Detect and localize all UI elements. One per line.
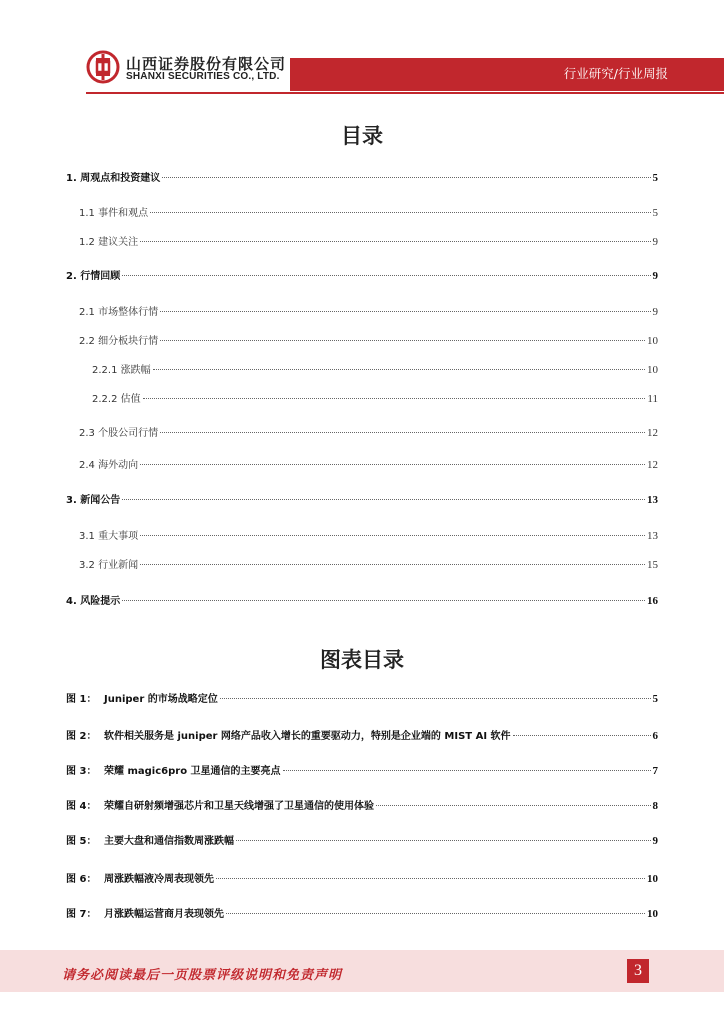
figure-entry-page: 5 <box>652 693 658 705</box>
toc-entry-page: 9 <box>652 306 658 318</box>
toc-entry-label: 2.1 市场整体行情 <box>79 307 159 318</box>
toc-entry-label: 2.2.2 估值 <box>92 394 141 405</box>
figure-entry-number: 图 4： <box>66 801 97 812</box>
toc-entry[interactable] <box>66 233 658 249</box>
toc-leader-dots <box>122 275 650 276</box>
figure-entry[interactable] <box>66 762 658 778</box>
toc-entry[interactable] <box>66 267 658 283</box>
page-number: 3 <box>627 959 649 983</box>
toc-entry[interactable] <box>66 204 658 220</box>
toc-leader-dots <box>122 600 645 601</box>
figure-entry-label: 月涨跌幅运营商月表现领先 <box>104 909 224 920</box>
figure-entry-label: Juniper 的市场战略定位 <box>104 694 218 705</box>
toc-entry[interactable] <box>66 527 658 543</box>
toc-leader-dots <box>140 241 650 242</box>
toc-entry-page: 11 <box>647 393 658 405</box>
figure-entry-number: 图 1： <box>66 694 97 705</box>
figure-entry-page: 8 <box>652 800 658 812</box>
figure-entry-page: 10 <box>647 873 658 885</box>
figure-entry[interactable] <box>66 832 658 848</box>
toc-entry-label: 1. 周观点和投资建议 <box>66 173 161 184</box>
toc-entry-label: 3. 新闻公告 <box>66 495 121 506</box>
figure-entry[interactable] <box>66 870 658 886</box>
toc-leader-dots <box>162 177 650 178</box>
toc-entry[interactable] <box>66 556 658 572</box>
toc-entry[interactable] <box>66 303 658 319</box>
toc-entry[interactable] <box>66 424 658 440</box>
toc-entry[interactable] <box>66 332 658 348</box>
toc-entry-page: 12 <box>647 427 658 439</box>
figure-entry-number: 图 5： <box>66 836 97 847</box>
toc-leader-dots <box>160 432 645 433</box>
toc-entry[interactable] <box>66 390 658 406</box>
toc-entry[interactable] <box>66 361 658 377</box>
toc-entry-label: 4. 风险提示 <box>66 596 121 607</box>
toc-leader-dots <box>122 499 645 500</box>
figure-toc-title: 图表目录 <box>320 648 404 672</box>
toc-entry-page: 13 <box>647 494 658 506</box>
figure-leader-dots <box>236 840 651 841</box>
toc-entry-label: 2.2 细分板块行情 <box>79 336 159 347</box>
toc-leader-dots <box>140 535 645 536</box>
page-footer <box>0 950 724 992</box>
toc-leader-dots <box>140 464 645 465</box>
toc-entry-label: 2.2.1 涨跌幅 <box>92 365 151 376</box>
toc-entry-label: 3.2 行业新闻 <box>79 560 139 571</box>
figure-entry-label: 周涨跌幅液冷周表现领先 <box>104 874 214 885</box>
header-category-bar <box>290 58 724 91</box>
toc-leader-dots <box>153 369 645 370</box>
toc-entry-page: 16 <box>647 595 658 607</box>
figure-entry-label: 荣耀自研射频增强芯片和卫星天线增强了卫星通信的使用体验 <box>104 801 374 812</box>
toc-leader-dots <box>160 311 650 312</box>
toc-entry-label: 2.4 海外动向 <box>79 460 139 471</box>
page-header <box>0 0 724 100</box>
figure-leader-dots <box>220 698 651 699</box>
figure-entry-label: 软件相关服务是 juniper 网络产品收入增长的重要驱动力，特别是企业端的 MIST AI 软件 <box>104 731 511 742</box>
company-name-en: SHANXI SECURITIES CO., LTD. <box>126 71 280 82</box>
toc-entry-page: 5 <box>652 172 658 184</box>
figure-leader-dots <box>513 735 651 736</box>
toc-entry[interactable] <box>66 491 658 507</box>
figure-entry[interactable] <box>66 727 658 743</box>
figure-entry-page: 9 <box>652 835 658 847</box>
toc-entry-page: 15 <box>647 559 658 571</box>
figure-entry-number: 图 7： <box>66 909 97 920</box>
toc-leader-dots <box>150 212 650 213</box>
toc-entry[interactable] <box>66 456 658 472</box>
figure-entry[interactable] <box>66 905 658 921</box>
figure-entry-label: 荣耀 magic6pro 卫星通信的主要亮点 <box>104 766 281 777</box>
company-name-cn: 山西证券股份有限公司 <box>126 55 287 73</box>
figure-leader-dots <box>226 913 645 914</box>
figure-entry[interactable] <box>66 690 658 706</box>
toc-entry[interactable] <box>66 169 658 185</box>
toc-leader-dots <box>140 564 645 565</box>
disclaimer-notice[interactable]: 请务必阅读最后一页股票评级说明和免责声明 <box>62 968 343 983</box>
toc-entry-label: 1.2 建议关注 <box>79 237 139 248</box>
figure-entry-number: 图 2： <box>66 731 97 742</box>
toc-leader-dots <box>143 398 646 399</box>
figure-leader-dots <box>376 805 651 806</box>
toc-entry-page: 10 <box>647 335 658 347</box>
toc-title: 目录 <box>341 124 383 148</box>
figure-entry-page: 6 <box>652 730 658 742</box>
toc-entry-label: 2. 行情回顾 <box>66 271 121 282</box>
toc-entry-page: 13 <box>647 530 658 542</box>
toc-entry-label: 2.3 个股公司行情 <box>79 428 159 439</box>
report-category: 行业研究/行业周报 <box>563 66 668 81</box>
toc-entry-page: 9 <box>652 236 658 248</box>
toc-entry-page: 5 <box>652 207 658 219</box>
figure-entry-page: 7 <box>652 765 658 777</box>
toc-leader-dots <box>160 340 645 341</box>
toc-entry-page: 12 <box>647 459 658 471</box>
figure-entry[interactable] <box>66 797 658 813</box>
toc-entry-label: 3.1 重大事项 <box>79 531 139 542</box>
figure-entry-number: 图 6： <box>66 874 97 885</box>
company-logo-icon <box>86 50 120 84</box>
toc-entry-label: 1.1 事件和观点 <box>79 208 149 219</box>
header-divider <box>86 92 724 94</box>
figure-entry-number: 图 3： <box>66 766 97 777</box>
toc-entry-page: 9 <box>652 270 658 282</box>
figure-entry-page: 10 <box>647 908 658 920</box>
toc-entry[interactable] <box>66 592 658 608</box>
figure-leader-dots <box>283 770 651 771</box>
figure-leader-dots <box>216 878 645 879</box>
toc-entry-page: 10 <box>647 364 658 376</box>
figure-entry-label: 主要大盘和通信指数周涨跌幅 <box>104 836 234 847</box>
